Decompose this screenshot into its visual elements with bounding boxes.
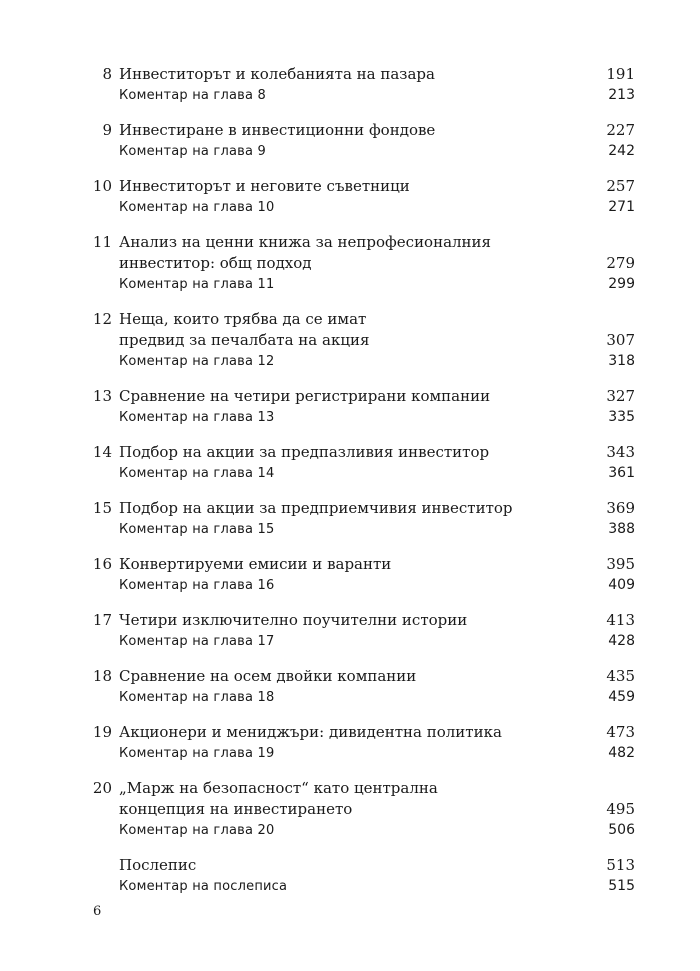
chapter-title: Инвестиране в инвестиционни фондове: [119, 121, 436, 139]
commentary-line: [0, 743, 700, 764]
commentary-title: Коментар на глава 17: [119, 634, 275, 649]
commentary-page-number: 515: [608, 878, 635, 894]
chapter-title: Подбор на акции за предприемчивия инвеститор: [119, 499, 513, 517]
chapter-number: 10: [92, 177, 112, 195]
commentary-line: [0, 876, 700, 897]
toc-title-line: [0, 330, 700, 351]
chapter-number: 13: [92, 387, 112, 405]
toc-entry: [0, 666, 700, 708]
commentary-line: [0, 141, 700, 162]
table-of-contents: [0, 64, 700, 911]
toc-title-line: [0, 176, 700, 197]
chapter-page-number: 257: [606, 177, 635, 195]
chapter-page-number: 343: [606, 443, 635, 461]
toc-title-line: [0, 554, 700, 575]
toc-entry: [0, 778, 700, 841]
commentary-title: Коментар на глава 20: [119, 823, 275, 838]
chapter-title: Неща, които трябва да се имат: [119, 310, 367, 328]
toc-entry: [0, 722, 700, 764]
commentary-title: Коментар на послеписа: [119, 879, 288, 894]
chapter-title: Анализ на ценни книжа за непрофесионалния: [119, 233, 492, 251]
toc-entry: [0, 442, 700, 484]
chapter-title: Сравнение на четири регистрирани компании: [119, 387, 491, 405]
toc-title-line: [0, 799, 700, 820]
toc-title-line: [0, 778, 700, 799]
toc-entry: [0, 309, 700, 372]
commentary-title: Коментар на глава 9: [119, 144, 266, 159]
commentary-line: [0, 519, 700, 540]
toc-entry: [0, 232, 700, 295]
chapter-title: Четири изключително поучителни истории: [119, 611, 468, 629]
chapter-title: Подбор на акции за предпазливия инвеститор: [119, 443, 490, 461]
chapter-number: 15: [92, 499, 112, 517]
chapter-number: 18: [92, 667, 112, 685]
chapter-page-number: 513: [606, 856, 635, 874]
chapter-number: 11: [92, 233, 112, 251]
chapter-page-number: 473: [606, 723, 635, 741]
commentary-title: Коментар на глава 11: [119, 277, 275, 292]
commentary-page-number: 213: [608, 87, 635, 103]
commentary-page-number: 335: [608, 409, 635, 425]
chapter-title: Акционери и мениджъри: дивидентна политика: [119, 723, 502, 741]
commentary-title: Коментар на глава 13: [119, 410, 275, 425]
commentary-line: [0, 85, 700, 106]
chapter-title: предвид за печалбата на акция: [119, 331, 370, 349]
toc-entry: [0, 120, 700, 162]
commentary-line: [0, 463, 700, 484]
commentary-title: Коментар на глава 18: [119, 690, 275, 705]
chapter-title: Сравнение на осем двойки компании: [119, 667, 417, 685]
chapter-page-number: 307: [606, 331, 635, 349]
commentary-line: [0, 274, 700, 295]
toc-entry: [0, 855, 700, 897]
chapter-title: Послепис: [119, 856, 197, 874]
toc-title-line: [0, 253, 700, 274]
commentary-line: [0, 197, 700, 218]
chapter-page-number: 279: [606, 254, 635, 272]
commentary-page-number: 361: [608, 465, 635, 481]
commentary-title: Коментар на глава 15: [119, 522, 275, 537]
chapter-number: 9: [102, 121, 112, 139]
chapter-page-number: 369: [606, 499, 635, 517]
chapter-page-number: 327: [606, 387, 635, 405]
toc-entry: [0, 386, 700, 428]
commentary-title: Коментар на глава 12: [119, 354, 275, 369]
chapter-page-number: 227: [606, 121, 635, 139]
chapter-title: инвеститор: общ подход: [119, 254, 312, 272]
toc-title-line: [0, 498, 700, 519]
commentary-line: [0, 687, 700, 708]
toc-title-line: [0, 232, 700, 253]
commentary-page-number: 388: [608, 521, 635, 537]
chapter-number: 16: [92, 555, 112, 573]
commentary-page-number: 271: [608, 199, 635, 215]
commentary-page-number: 482: [608, 745, 635, 761]
toc-title-line: [0, 442, 700, 463]
toc-title-line: [0, 309, 700, 330]
toc-title-line: [0, 120, 700, 141]
commentary-line: [0, 351, 700, 372]
chapter-number: 14: [92, 443, 112, 461]
commentary-title: Коментар на глава 10: [119, 200, 275, 215]
chapter-number: 20: [92, 779, 112, 797]
commentary-line: [0, 820, 700, 841]
chapter-title: Инвеститорът и колебанията на пазара: [119, 65, 435, 83]
toc-title-line: [0, 855, 700, 876]
commentary-page-number: 318: [608, 353, 635, 369]
commentary-page-number: 242: [608, 143, 635, 159]
commentary-title: Коментар на глава 8: [119, 88, 266, 103]
chapter-title: „Марж на безопасност“ като централна: [119, 779, 438, 797]
commentary-line: [0, 407, 700, 428]
commentary-page-number: 506: [608, 822, 635, 838]
toc-entry: [0, 498, 700, 540]
toc-title-line: [0, 610, 700, 631]
commentary-line: [0, 575, 700, 596]
commentary-page-number: 409: [608, 577, 635, 593]
toc-entry: [0, 610, 700, 652]
chapter-number: 8: [102, 65, 112, 83]
chapter-number: 19: [92, 723, 112, 741]
page-folio-number: 6: [93, 904, 102, 919]
toc-title-line: [0, 64, 700, 85]
chapter-page-number: 191: [606, 65, 635, 83]
toc-entry: [0, 64, 700, 106]
commentary-line: [0, 631, 700, 652]
commentary-page-number: 299: [608, 276, 635, 292]
toc-title-line: [0, 666, 700, 687]
commentary-page-number: 459: [608, 689, 635, 705]
chapter-title: Конвертируеми емисии и варанти: [119, 555, 392, 573]
toc-title-line: [0, 722, 700, 743]
chapter-number: 12: [92, 310, 112, 328]
commentary-title: Коментар на глава 19: [119, 746, 275, 761]
chapter-page-number: 395: [606, 555, 635, 573]
commentary-title: Коментар на глава 14: [119, 466, 275, 481]
chapter-page-number: 435: [606, 667, 635, 685]
commentary-title: Коментар на глава 16: [119, 578, 275, 593]
chapter-number: 17: [92, 611, 112, 629]
toc-entry: [0, 176, 700, 218]
chapter-title: Инвеститорът и неговите съветници: [119, 177, 410, 195]
chapter-page-number: 495: [606, 800, 635, 818]
toc-title-line: [0, 386, 700, 407]
toc-entry: [0, 554, 700, 596]
chapter-title: концепция на инвестирането: [119, 800, 353, 818]
commentary-page-number: 428: [608, 633, 635, 649]
chapter-page-number: 413: [606, 611, 635, 629]
